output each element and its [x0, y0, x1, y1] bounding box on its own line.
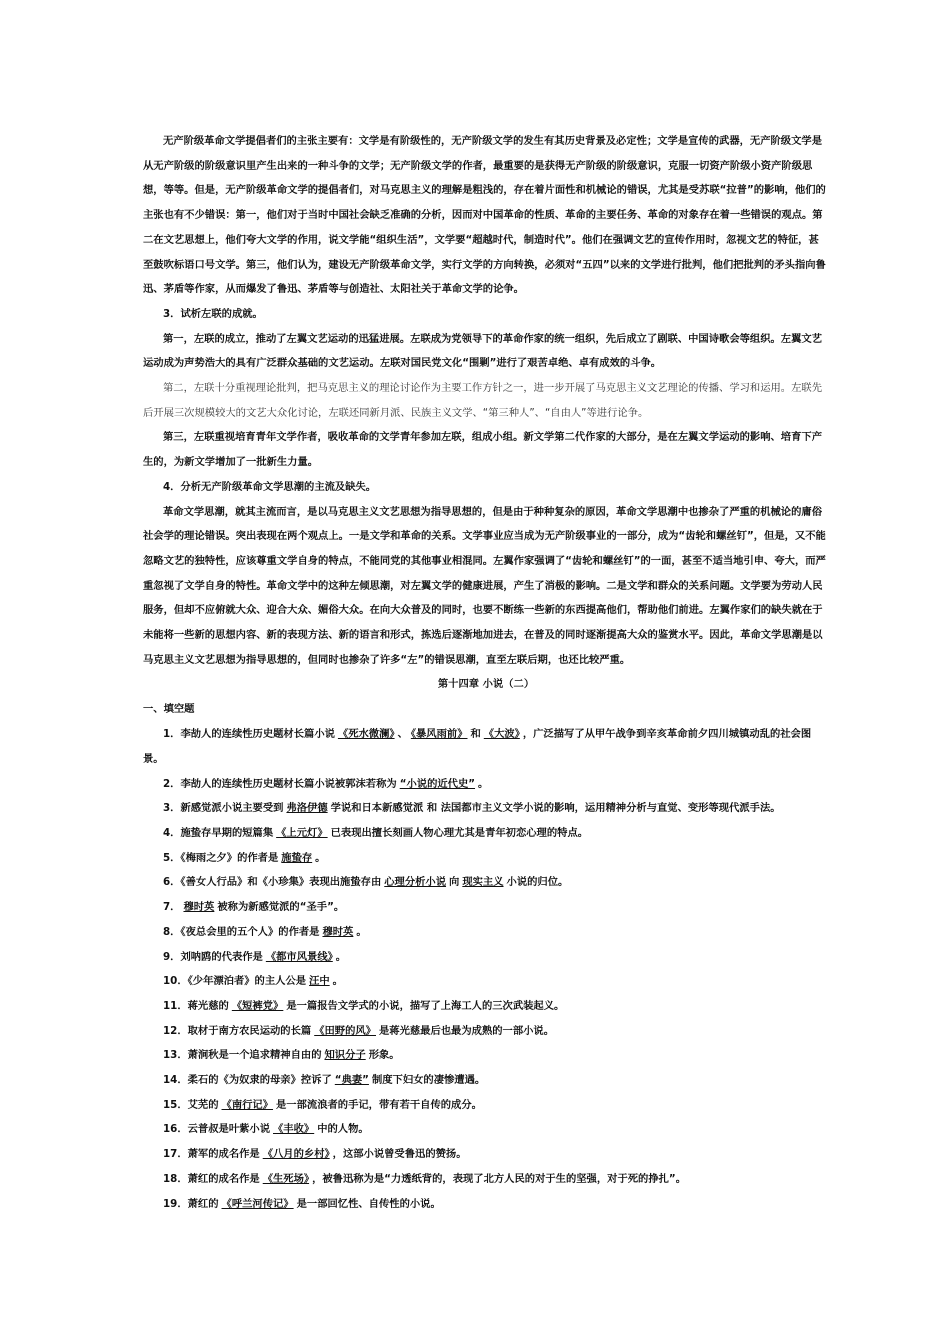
item-text: 11．蒋光慈的 [163, 999, 229, 1012]
item-text: 向 [449, 876, 460, 889]
answer-blank: 《丰收》 [273, 1123, 315, 1136]
item-text: 8．《夜总会里的五个人》的作者是 [163, 925, 320, 938]
item-text: 18．萧红的成名作是 [163, 1172, 260, 1185]
answer-blank: 穆时英 [322, 925, 354, 938]
item-text: 被称为新感觉派的“圣手”。 [217, 901, 345, 914]
item-text: 6．《善女人行品》和《小珍集》表现出施蛰存由 [163, 876, 382, 889]
paragraph-achievement-2: 第二，左联十分重视理论批判，把马克思主义的理论讨论作为主要工作方针之一，进一步开展了马克思主义文艺理论的传播、学习和运用。左联先后开展三次规模较大的文艺大众化讨论，左联还同新月派、民族主义文学、“第三种人”、“自由人”等进行论争。 [143, 382, 822, 419]
answer-blank: 《呼兰河传记》 [221, 1197, 294, 1210]
answer-blank: 《上元灯》 [276, 826, 328, 839]
fill-in-item [143, 870, 829, 895]
item-text: 5．《梅雨之夕》的作者是 [163, 851, 279, 864]
item-text: 是一部流浪者的手记，带有若干自传的成分。 [276, 1098, 482, 1111]
item-text: 12．取材于南方农民运动的长篇 [163, 1024, 312, 1037]
fill-in-item [143, 821, 829, 846]
item-text: 学说和日本新感觉派 和 法国都市主义文学 [330, 802, 524, 815]
answer-blank: 汪中 [309, 975, 330, 988]
answer-blank: 《死水微澜》 [337, 728, 395, 741]
item-text: 13．萧涧秋是一个追求精神自由的 [163, 1049, 322, 1062]
fill-in-item [143, 994, 829, 1019]
answer-blank: 心理分析小说 [384, 876, 447, 889]
answer-blank: 弗洛伊德 [286, 802, 328, 815]
fill-in-item [143, 1167, 829, 1192]
item-text: 和 [470, 728, 481, 741]
item-text: 19．萧红的 [163, 1197, 219, 1210]
fill-in-item [143, 1043, 829, 1068]
answer-blank: 知识分子 [324, 1049, 366, 1062]
answer-blank: 《暴风雨前》 [410, 728, 468, 741]
answer-blank: 施蛰存 [281, 851, 313, 864]
answer-blank: 《都市风景线》 [265, 950, 333, 963]
chapter-title: 第十四章 小说（二） [437, 678, 535, 691]
item-text: 2．李劼人的连续性历史题材长篇小说被郭沫若称为 [163, 777, 397, 790]
item-text: 。 [356, 925, 367, 938]
fill-in-item [143, 969, 829, 994]
section-heading: 一、填空题 [143, 703, 195, 716]
item-text: 17．萧军的成名作是 [163, 1148, 260, 1161]
answer-blank: 《大波》 [483, 728, 520, 741]
item-text: 10．《少年漂泊者》的主人公是 [163, 975, 307, 988]
fill-in-item [143, 920, 829, 945]
item-text: 。 [332, 975, 343, 988]
answer-blank: “小说的近代史” [399, 777, 476, 790]
fill-in-item [143, 1093, 829, 1118]
fill-in-item [143, 895, 829, 920]
answer-blank: 《南行记》 [221, 1098, 274, 1111]
item-text: ，广泛描写了从甲午战争到辛亥革命前夕四川城镇动乱的社会图景。 [143, 728, 812, 765]
item-text: 7． [163, 901, 181, 914]
fill-in-item [143, 1019, 829, 1044]
item-text: 15．艾芜的 [163, 1098, 219, 1111]
answer-blank: 《生死场》 [262, 1172, 310, 1185]
fill-in-item [143, 1068, 829, 1093]
item-text: 16．云普叔是叶紫小说 [163, 1123, 271, 1136]
fill-in-item [143, 1192, 829, 1217]
fill-in-item [143, 722, 829, 771]
answer-blank: 《短裤党》 [231, 999, 284, 1012]
answer-blank: “典妻” [334, 1074, 369, 1087]
item-text: 形象。 [368, 1049, 400, 1062]
item-text: 制度下妇女的凄惨遭遇。 [371, 1074, 486, 1087]
fill-in-item [143, 846, 829, 871]
paragraph-achievement-1: 第一，左联的成立，推动了左翼文艺运动的迅猛进展。左联成为党领导下的革命作家的统一组织，先后成立了剧联、中国诗歌会等组织。左翼文艺运动成为声势浩大的具有广泛群众基础的文艺运动。左联对国民党文化“围剿”进行了艰苦卓绝、卓有成效的斗争。 [143, 332, 822, 370]
fill-in-list [143, 722, 829, 1216]
answer-blank: 《田野的风》 [314, 1024, 376, 1037]
fill-in-item [143, 1117, 829, 1142]
item-text: 。 [315, 851, 326, 864]
item-text: 。 [335, 950, 347, 963]
item-text: 3．新感觉派小说主要受到 [163, 802, 284, 815]
question-4-heading: 4．分析无产阶级革命文学思潮的主流及缺失。 [163, 480, 377, 493]
item-text: 中的人物。 [317, 1123, 369, 1136]
answer-blank: 穆时英 [183, 901, 215, 914]
fill-in-item [143, 796, 829, 821]
item-text: ，被鲁迅称为是“力透纸背的，表现了北方人民的对于生的坚强，对于死的挣扎”。 [312, 1172, 686, 1185]
item-text: 4．施蛰存早期的短篇集 [163, 826, 274, 839]
paragraph-proletarian-literature: 无产阶级革命文学提倡者们的主张主要有：文学是有阶级性的，无产阶级文学的发生有其历史背景及必定性；文学是宣传的武器，无产阶级文学是从无产阶级的阶级意识里产生出来的一种斗争的文学；无产阶级文学的作者，最重要的是获得无产阶级的阶级意识，克服一切资产阶级小资产阶级思想，等等。但是，无产阶级革命文学的提倡者们，对马克思主义的理解是粗浅的，存在着片面性和机械论的错误，尤其是受苏联“拉普”的影响，他们的主张也有不少错误：第一，他们对于当时中国社会缺乏准确的分析，因而对中国革命的性质、革命的主要任务、革命的对象存在着一些错误的观点。第二在文艺思想上，他们夸大文学的作用，说文学能“组织生活”，文学要“超越时代，制造时代”。他们在强调文艺的宣传作用时，忽视文艺的特征，甚至鼓吹标语口号文学。第三，他们认为，建设无产阶级革命文学，实行文学的方向转换，必须对“五四”以来的文学进行批判，他们把批判的矛头指向鲁迅、茅盾等作家，从而爆发了鲁迅、茅盾等与创造社、太阳社关于革命文学的论争。 [143, 135, 826, 296]
item-text: 小说的归位。 [506, 876, 569, 889]
fill-in-item [143, 1142, 829, 1167]
answer-blank: 现实主义 [462, 876, 504, 889]
item-text: 是一篇报告文学式的小说，描写了上海工人的三次武装起义。 [286, 999, 565, 1012]
paragraph-achievement-3: 第三，左联重视培育青年文学作者，吸收革命的文学青年参加左联，组成小组。新文学第二代作家的大部分，是在左翼文学运动的影响、培育下产生的，为新文学增加了一批新生力量。 [143, 431, 822, 469]
item-text: 、 [397, 728, 408, 741]
item-text: 是一部回忆性、自传性的小说。 [296, 1197, 441, 1210]
fill-in-item [143, 945, 829, 970]
answer-blank: 《八月的乡村》 [262, 1148, 330, 1161]
fill-in-item [143, 772, 829, 797]
item-text: 。 [478, 777, 489, 790]
item-text: 已表现出擅长刻画人物心理尤其是青年初恋心理的特点。 [330, 826, 589, 839]
item-text: 1．李劼人的连续性历史题材长篇小说 [163, 728, 335, 741]
paragraph-revolutionary-literature: 革命文学思潮，就其主流而言，是以马克思主义文艺思想为指导思想的，但是由于种种复杂的原因，革命文学思潮中也掺杂了严重的机械论的庸俗社会学的理论错误。突出表现在两个观点上。一是文学和革命的关系。文学事业应当成为无产阶级事业的一部分，成为“齿轮和螺丝钉”，但是，又不能忽略文艺的独特性，应该尊重文学自身的特点，不能同党的其他事业相混同。左翼作家强调了“齿轮和螺丝钉”的一面，甚至不适当地引申、夸大，而严重忽视了文学自身的特性。革命文学中的这种左倾思潮，对左翼文学的健康进展，产生了消极的影响。二是文学和群众的关系问题。文学要为劳动人民服务，但却不应俯就大众、迎合大众、媚俗大众。在向大众普及的同时，也要不断练一些新的东西提高他们，帮助他们前进。左翼作家们的缺失就在于未能将一些新的思想内容、新的表现方法、新的语言和形式，拣选后逐渐地加进去，在普及的同时逐渐提高大众的鉴赏水平。因此，革命文学思潮是以马克思主义文艺思想为指导思想的，但同时也掺杂了许多“左”的错误思潮，直至左联后期，也还比较严重。 [143, 505, 826, 666]
question-3-heading: 3．试析左联的成就。 [163, 307, 263, 320]
item-text: 小说的影响，运用精神分析与直觉、变形等现代派手法。 [523, 802, 781, 815]
item-text: 9．刘呐鸥的代表作是 [163, 950, 263, 963]
page-content [143, 129, 829, 1216]
item-text: ，这部小说曾受鲁迅的赞扬。 [332, 1148, 467, 1161]
item-text: 是蒋光慈最后也最为成熟的一部小说。 [378, 1024, 555, 1037]
item-text: 14．柔石的《为奴隶的母亲》控诉了 [163, 1074, 332, 1087]
